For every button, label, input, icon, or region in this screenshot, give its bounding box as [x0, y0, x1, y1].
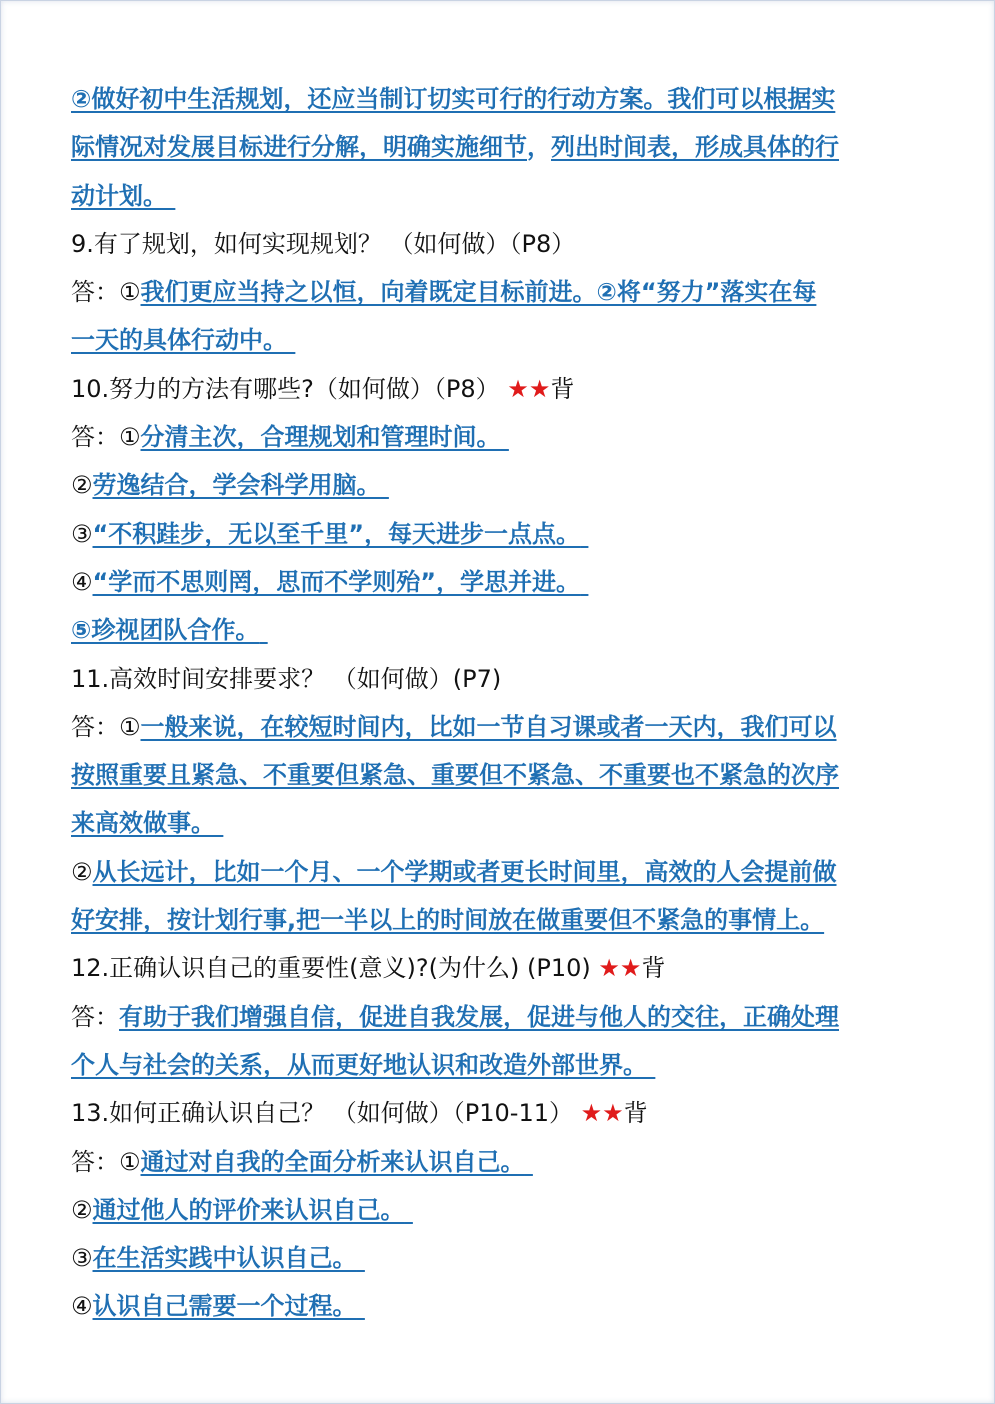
- answer-prefix: 答：①: [71, 423, 141, 452]
- memorize-tag: 背: [550, 374, 575, 403]
- answer-text: 通过他人的评价来认识自己。: [92, 1195, 405, 1224]
- question-text: 9.有了规划，如何实现规划？ （如何做）（P8）: [71, 229, 576, 258]
- answer-9: [71, 268, 929, 316]
- text-line: [71, 1041, 929, 1089]
- answer-text: 一天的具体行动中。: [71, 326, 287, 355]
- answer-text: 我们更应当持之以恒，向着既定目标前进。: [140, 278, 597, 307]
- question-text: 13.如何正确认识自己？ （如何做）（P10-11）: [71, 1099, 581, 1128]
- answer-13: [71, 1138, 929, 1186]
- answer-10-item: [71, 461, 929, 509]
- text-line: [71, 799, 929, 847]
- memorize-tag: 背: [623, 1099, 648, 1128]
- answer-text: 劳逸结合，学会科学用脑。: [92, 471, 381, 500]
- text-line: [71, 316, 929, 364]
- item-number: ②: [71, 471, 93, 500]
- question-11: [71, 655, 929, 703]
- text-line: [71, 172, 929, 220]
- answer-11-item: [71, 848, 929, 896]
- answer-text: 个人与社会的关系，从而更好地认识和改造外部世界。: [71, 1050, 647, 1079]
- answer-text: 际情况对发展目标进行分解，明确实施细节: [71, 133, 527, 162]
- answer-text: 动计划。: [71, 181, 167, 210]
- answer-text: “学而不思则罔，思而不学则殆”，学思并进。: [92, 567, 581, 596]
- text-line: [71, 751, 929, 799]
- text-line: [71, 896, 929, 944]
- question-12: [71, 944, 929, 992]
- answer-10: [71, 413, 929, 461]
- answer-text: 一般来说，在较短时间内，比如一节自习课或者一天内，我们可以: [140, 712, 837, 741]
- question-text: 12.正确认识自己的重要性(意义)?(为什么) (P10): [71, 954, 599, 983]
- answer-text: 有助于我们增强自信，促进自我发展，促进与他人的交往，正确处理: [119, 1002, 839, 1031]
- star-icon: ★★: [580, 1099, 624, 1128]
- memorize-tag: 背: [641, 954, 666, 983]
- answer-10-item: [71, 558, 929, 606]
- star-icon: ★★: [598, 954, 642, 983]
- answer-text: ②将“努力”落实在每: [596, 278, 817, 307]
- answer-text: ②做好初中生活规划，还应当制订切实可行的行动方案。我们可以根据实: [71, 85, 836, 113]
- answer-text: 从长远计，比如一个月、一个学期或者更长时间里，高效的人会提前做: [92, 857, 837, 886]
- answer-13-item: [71, 1234, 929, 1282]
- text-line: [71, 75, 929, 123]
- star-icon: ★★: [507, 374, 551, 403]
- question-text: 11.高效时间安排要求？ （如何做）(P7): [71, 664, 502, 693]
- answer-13-item: [71, 1282, 929, 1330]
- text-line: [71, 123, 929, 171]
- item-number: ③: [71, 1244, 93, 1273]
- answer-10-item: [71, 510, 929, 558]
- answer-prefix: 答：①: [71, 278, 141, 307]
- answer-text: 认识自己需要一个过程。: [92, 1292, 357, 1321]
- answer-text: 来高效做事。: [71, 809, 215, 838]
- answer-13-item: [71, 1186, 929, 1234]
- item-number: ②: [71, 857, 93, 886]
- answer-text: 分清主次，合理规划和管理时间。: [140, 423, 501, 452]
- question-text: 10.努力的方法有哪些?（如何做）（P8）: [71, 374, 500, 403]
- question-13: [71, 1089, 929, 1137]
- answer-12: [71, 993, 929, 1041]
- item-number: ③: [71, 519, 93, 548]
- answer-text: 好安排，按计划行事,把一半以上的时间放在做重要但不紧急的事情上。: [71, 906, 825, 935]
- answer-text: 列出时间表，形成具体的行: [551, 133, 839, 162]
- answer-11: [71, 703, 929, 751]
- answer-prefix: 答：①: [71, 1147, 141, 1176]
- answer-text: 按照重要且紧急、不重要但紧急、重要但不紧急、不重要也不紧急的次序: [71, 761, 839, 790]
- question-10: [71, 365, 929, 413]
- answer-text: 在生活实践中认识自己。: [92, 1244, 357, 1273]
- answer-text: 通过对自我的全面分析来认识自己。: [140, 1147, 525, 1176]
- answer-10-item: [71, 606, 929, 654]
- answer-prefix: 答：: [71, 1002, 119, 1031]
- item-number: ④: [71, 567, 93, 596]
- answer-text: “不积跬步，无以至千里”，每天进步一点点。: [92, 519, 581, 548]
- item-number: ④: [71, 1292, 93, 1321]
- answer-text: ⑤珍视团队合作。: [71, 616, 260, 645]
- answer-text: ，: [527, 133, 551, 162]
- answer-prefix: 答：①: [71, 712, 141, 741]
- item-number: ②: [71, 1195, 93, 1224]
- question-9: [71, 220, 929, 268]
- document-content: [71, 75, 929, 1331]
